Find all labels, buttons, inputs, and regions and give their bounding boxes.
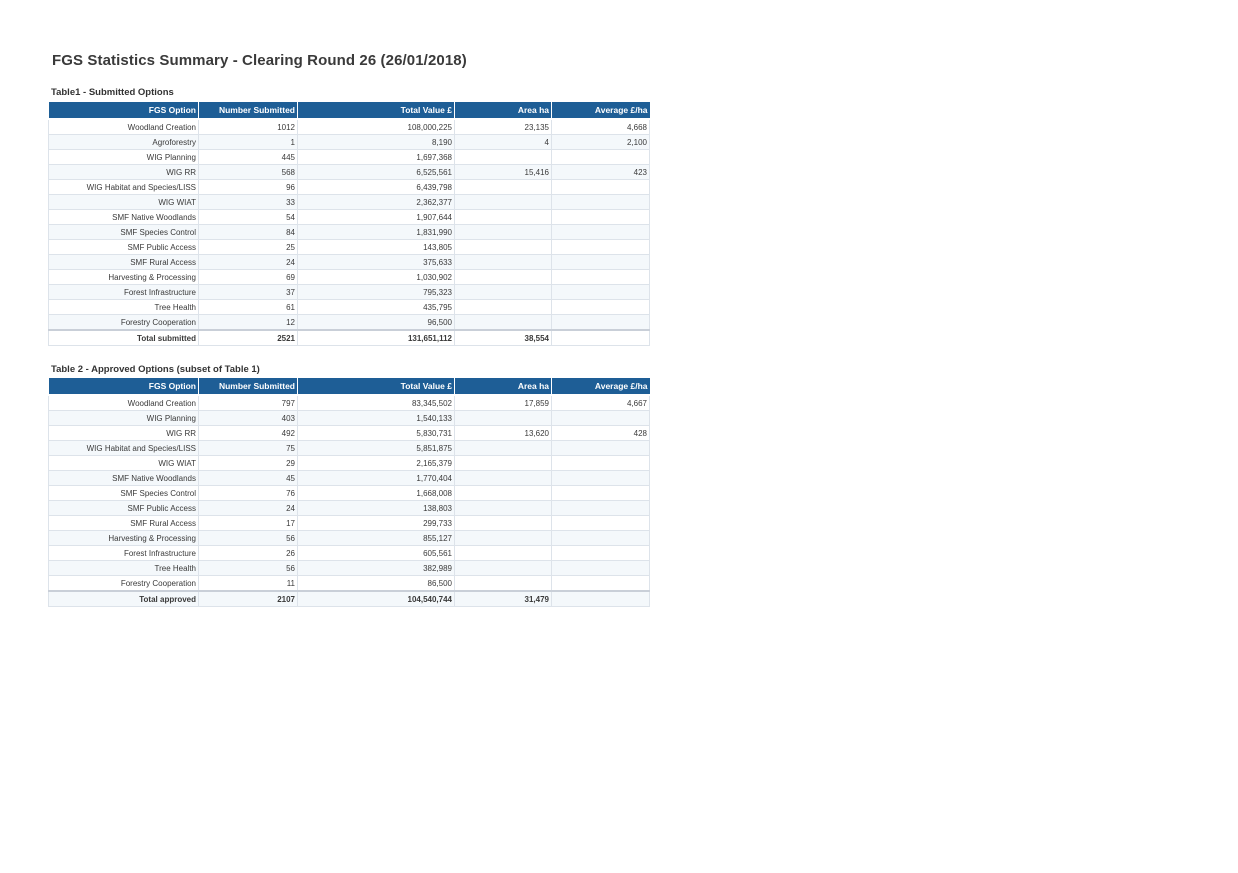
option-cell: Forestry Cooperation <box>49 315 199 331</box>
table-row <box>49 165 650 180</box>
table-row <box>49 255 650 270</box>
table-body <box>49 119 650 346</box>
area-cell <box>455 240 552 255</box>
area-cell <box>455 576 552 592</box>
option-cell: SMF Species Control <box>49 225 199 240</box>
average-cell <box>552 471 650 486</box>
total-value-cell: 131,651,112 <box>298 330 455 346</box>
submitted-options-table <box>48 102 650 346</box>
number-cell: 445 <box>199 150 298 165</box>
average-cell <box>552 441 650 456</box>
area-cell <box>455 516 552 531</box>
total-value-cell: 435,795 <box>298 300 455 315</box>
number-cell: 54 <box>199 210 298 225</box>
total-row <box>49 591 650 607</box>
total-value-cell: 6,525,561 <box>298 165 455 180</box>
table-row <box>49 195 650 210</box>
number-cell: 2107 <box>199 591 298 607</box>
number-cell: 45 <box>199 471 298 486</box>
average-cell <box>552 225 650 240</box>
area-cell: 31,479 <box>455 591 552 607</box>
total-value-cell: 299,733 <box>298 516 455 531</box>
average-cell <box>552 591 650 607</box>
column-header-total-value: Total Value £ <box>298 102 455 119</box>
table-row <box>49 456 650 471</box>
area-cell: 38,554 <box>455 330 552 346</box>
average-cell: 423 <box>552 165 650 180</box>
option-cell: SMF Rural Access <box>49 255 199 270</box>
total-value-cell: 108,000,225 <box>298 119 455 135</box>
approved-options-table <box>48 378 650 607</box>
total-value-cell: 375,633 <box>298 255 455 270</box>
total-value-cell: 5,830,731 <box>298 426 455 441</box>
option-cell: Harvesting & Processing <box>49 531 199 546</box>
average-cell <box>552 300 650 315</box>
table-row <box>49 501 650 516</box>
number-cell: 25 <box>199 240 298 255</box>
number-cell: 61 <box>199 300 298 315</box>
area-cell: 15,416 <box>455 165 552 180</box>
area-cell: 23,135 <box>455 119 552 135</box>
table-header-row <box>49 102 650 119</box>
average-cell <box>552 546 650 561</box>
table-row <box>49 395 650 411</box>
option-cell: SMF Rural Access <box>49 516 199 531</box>
option-cell: Tree Health <box>49 300 199 315</box>
option-cell: Agroforestry <box>49 135 199 150</box>
number-cell: 69 <box>199 270 298 285</box>
table-row <box>49 180 650 195</box>
table-row <box>49 486 650 501</box>
area-cell: 4 <box>455 135 552 150</box>
area-cell <box>455 486 552 501</box>
total-value-cell: 1,697,368 <box>298 150 455 165</box>
number-cell: 56 <box>199 531 298 546</box>
option-cell: SMF Species Control <box>49 486 199 501</box>
column-header-average-per-ha: Average £/ha <box>552 378 650 395</box>
number-cell: 1012 <box>199 119 298 135</box>
average-cell <box>552 501 650 516</box>
number-cell: 1 <box>199 135 298 150</box>
table2-caption: Table 2 - Approved Options (subset of Table 1) <box>51 364 260 375</box>
number-cell: 492 <box>199 426 298 441</box>
total-row <box>49 330 650 346</box>
table-row <box>49 411 650 426</box>
number-cell: 568 <box>199 165 298 180</box>
average-cell <box>552 270 650 285</box>
total-value-cell: 1,907,644 <box>298 210 455 225</box>
area-cell <box>455 411 552 426</box>
area-cell <box>455 471 552 486</box>
average-cell <box>552 411 650 426</box>
table-row <box>49 225 650 240</box>
number-cell: 17 <box>199 516 298 531</box>
column-header-average-per-ha: Average £/ha <box>552 102 650 119</box>
option-cell: WIG Planning <box>49 411 199 426</box>
average-cell: 4,667 <box>552 395 650 411</box>
area-cell <box>455 456 552 471</box>
number-cell: 797 <box>199 395 298 411</box>
option-cell: WIG RR <box>49 426 199 441</box>
option-cell: WIG Habitat and Species/LISS <box>49 180 199 195</box>
number-cell: 403 <box>199 411 298 426</box>
column-header-fgs-option: FGS Option <box>49 378 199 395</box>
total-value-cell: 382,989 <box>298 561 455 576</box>
area-cell: 17,859 <box>455 395 552 411</box>
number-cell: 76 <box>199 486 298 501</box>
option-cell: Forest Infrastructure <box>49 285 199 300</box>
average-cell: 428 <box>552 426 650 441</box>
total-value-cell: 1,770,404 <box>298 471 455 486</box>
total-value-cell: 605,561 <box>298 546 455 561</box>
number-cell: 26 <box>199 546 298 561</box>
total-value-cell: 1,030,902 <box>298 270 455 285</box>
number-cell: 33 <box>199 195 298 210</box>
average-cell <box>552 195 650 210</box>
total-value-cell: 5,851,875 <box>298 441 455 456</box>
area-cell <box>455 195 552 210</box>
total-value-cell: 795,323 <box>298 285 455 300</box>
average-cell <box>552 180 650 195</box>
table-row <box>49 426 650 441</box>
option-cell: WIG WIAT <box>49 195 199 210</box>
option-cell: Woodland Creation <box>49 395 199 411</box>
table-row <box>49 150 650 165</box>
number-cell: 29 <box>199 456 298 471</box>
total-value-cell: 138,803 <box>298 501 455 516</box>
table-row <box>49 240 650 255</box>
total-value-cell: 83,345,502 <box>298 395 455 411</box>
average-cell <box>552 486 650 501</box>
number-cell: 84 <box>199 225 298 240</box>
option-cell: SMF Public Access <box>49 240 199 255</box>
page-title: FGS Statistics Summary - Clearing Round 26 (26/01/2018) <box>52 52 467 69</box>
column-header-total-value: Total Value £ <box>298 378 455 395</box>
average-cell <box>552 285 650 300</box>
total-value-cell: 2,362,377 <box>298 195 455 210</box>
option-cell: WIG Habitat and Species/LISS <box>49 441 199 456</box>
option-cell: Woodland Creation <box>49 119 199 135</box>
table-row <box>49 300 650 315</box>
area-cell <box>455 210 552 225</box>
total-value-cell: 6,439,798 <box>298 180 455 195</box>
average-cell <box>552 456 650 471</box>
total-value-cell: 86,500 <box>298 576 455 592</box>
area-cell <box>455 441 552 456</box>
table1-caption: Table1 - Submitted Options <box>51 87 174 98</box>
table-row <box>49 546 650 561</box>
average-cell <box>552 561 650 576</box>
total-value-cell: 1,540,133 <box>298 411 455 426</box>
area-cell <box>455 255 552 270</box>
total-value-cell: 1,831,990 <box>298 225 455 240</box>
area-cell <box>455 561 552 576</box>
area-cell <box>455 315 552 331</box>
number-cell: 24 <box>199 501 298 516</box>
option-cell: Total submitted <box>49 330 199 346</box>
option-cell: Forest Infrastructure <box>49 546 199 561</box>
area-cell <box>455 546 552 561</box>
average-cell <box>552 315 650 331</box>
table-row <box>49 441 650 456</box>
average-cell: 2,100 <box>552 135 650 150</box>
average-cell <box>552 210 650 225</box>
table-body <box>49 395 650 607</box>
table-row <box>49 576 650 592</box>
total-value-cell: 143,805 <box>298 240 455 255</box>
average-cell <box>552 150 650 165</box>
table-row <box>49 561 650 576</box>
average-cell <box>552 240 650 255</box>
table-row <box>49 516 650 531</box>
option-cell: SMF Public Access <box>49 501 199 516</box>
option-cell: WIG WIAT <box>49 456 199 471</box>
total-value-cell: 855,127 <box>298 531 455 546</box>
total-value-cell: 8,190 <box>298 135 455 150</box>
average-cell <box>552 576 650 592</box>
option-cell: WIG RR <box>49 165 199 180</box>
option-cell: Forestry Cooperation <box>49 576 199 592</box>
table-row <box>49 210 650 225</box>
number-cell: 24 <box>199 255 298 270</box>
table-row <box>49 531 650 546</box>
average-cell: 4,668 <box>552 119 650 135</box>
number-cell: 96 <box>199 180 298 195</box>
number-cell: 75 <box>199 441 298 456</box>
area-cell <box>455 150 552 165</box>
area-cell <box>455 225 552 240</box>
table-row <box>49 315 650 331</box>
column-header-number-submitted: Number Submitted <box>199 102 298 119</box>
table-row <box>49 471 650 486</box>
number-cell: 12 <box>199 315 298 331</box>
average-cell <box>552 531 650 546</box>
number-cell: 11 <box>199 576 298 592</box>
area-cell <box>455 501 552 516</box>
average-cell <box>552 330 650 346</box>
column-header-area-ha: Area ha <box>455 102 552 119</box>
option-cell: Harvesting & Processing <box>49 270 199 285</box>
total-value-cell: 104,540,744 <box>298 591 455 607</box>
area-cell <box>455 300 552 315</box>
area-cell <box>455 270 552 285</box>
table-header-row <box>49 378 650 395</box>
table-row <box>49 119 650 135</box>
average-cell <box>552 255 650 270</box>
number-cell: 37 <box>199 285 298 300</box>
option-cell: Total approved <box>49 591 199 607</box>
table-row <box>49 270 650 285</box>
option-cell: Tree Health <box>49 561 199 576</box>
area-cell <box>455 285 552 300</box>
average-cell <box>552 516 650 531</box>
table-row <box>49 135 650 150</box>
column-header-area-ha: Area ha <box>455 378 552 395</box>
area-cell <box>455 531 552 546</box>
column-header-number-submitted: Number Submitted <box>199 378 298 395</box>
number-cell: 56 <box>199 561 298 576</box>
total-value-cell: 96,500 <box>298 315 455 331</box>
area-cell: 13,620 <box>455 426 552 441</box>
number-cell: 2521 <box>199 330 298 346</box>
option-cell: WIG Planning <box>49 150 199 165</box>
total-value-cell: 2,165,379 <box>298 456 455 471</box>
option-cell: SMF Native Woodlands <box>49 210 199 225</box>
table-row <box>49 285 650 300</box>
column-header-fgs-option: FGS Option <box>49 102 199 119</box>
area-cell <box>455 180 552 195</box>
total-value-cell: 1,668,008 <box>298 486 455 501</box>
option-cell: SMF Native Woodlands <box>49 471 199 486</box>
